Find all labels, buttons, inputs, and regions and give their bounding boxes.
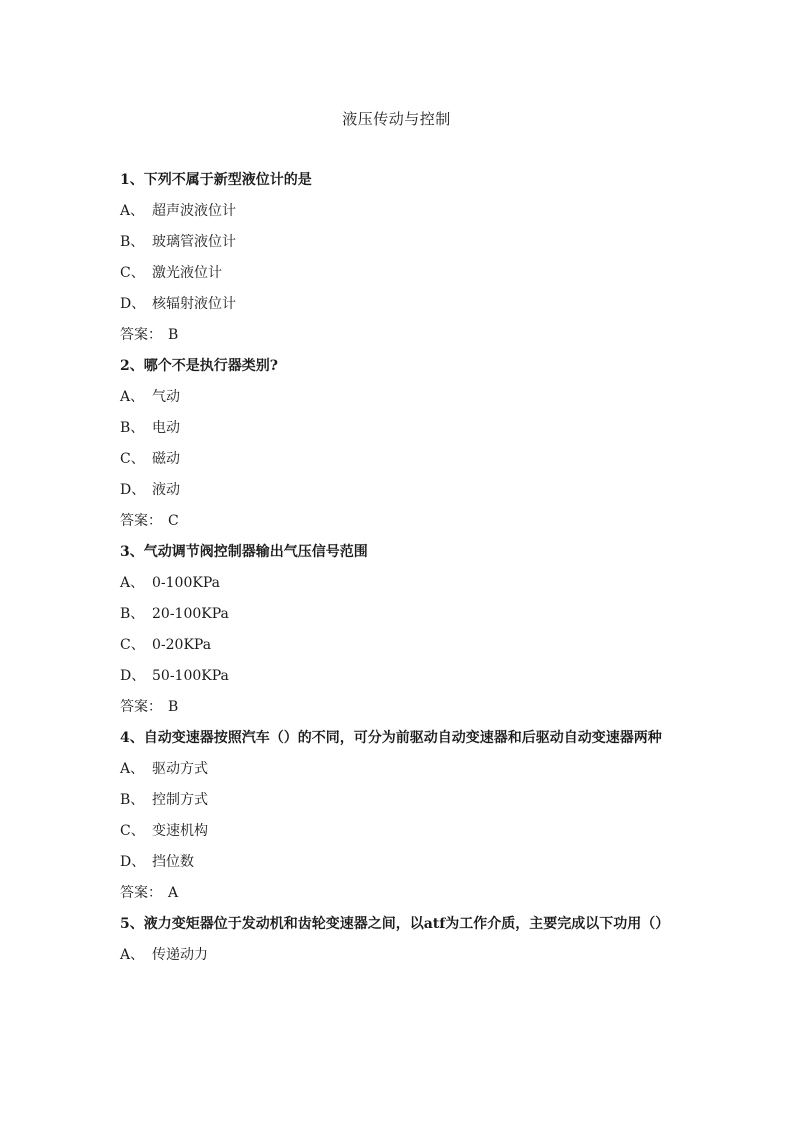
option-text: 挡位数 [152, 854, 194, 870]
option-text: 电动 [152, 420, 180, 436]
option-text: 驱动方式 [152, 761, 208, 777]
option-letter: A、 [120, 203, 145, 219]
option-text: 传递动力 [152, 947, 208, 963]
option-text: 变速机构 [152, 823, 208, 839]
answer-value: B [168, 327, 179, 343]
option-letter: C、 [120, 265, 145, 281]
option-letter: A、 [120, 389, 145, 405]
option-text: 磁动 [152, 451, 180, 467]
option-text: 控制方式 [152, 792, 208, 808]
option-a [120, 759, 680, 780]
question [120, 542, 680, 718]
option-letter: B、 [120, 606, 145, 622]
question-stem: 4、自动变速器按照汽车（）的不同，可分为前驱动自动变速器和后驱动自动变速器两种 [120, 730, 662, 746]
answer-label: 答案： [120, 885, 162, 901]
question [120, 914, 680, 966]
option-c [120, 635, 680, 656]
answer-value: C [168, 513, 179, 529]
option-letter: D、 [120, 854, 146, 870]
option-text: 50-100KPa [152, 668, 229, 684]
option-b [120, 418, 680, 439]
option-d [120, 480, 680, 501]
option-d [120, 294, 680, 315]
option-a [120, 573, 680, 594]
answer-label: 答案： [120, 699, 162, 715]
option-c [120, 821, 680, 842]
option-text: 液动 [152, 482, 180, 498]
question-stem: 3、气动调节阀控制器输出气压信号范围 [120, 544, 368, 560]
option-text: 核辐射液位计 [152, 296, 236, 312]
option-d [120, 666, 680, 687]
document-title: 液压传动与控制 [342, 110, 451, 128]
option-text: 玻璃管液位计 [152, 234, 236, 250]
question-list [120, 170, 680, 976]
option-text: 20-100KPa [152, 606, 229, 622]
option-letter: C、 [120, 823, 145, 839]
answer-label: 答案： [120, 513, 162, 529]
option-c [120, 263, 680, 284]
option-letter: C、 [120, 637, 145, 653]
answer-line [120, 697, 680, 718]
option-a [120, 945, 680, 966]
option-letter: A、 [120, 575, 145, 591]
option-a [120, 387, 680, 408]
option-text: 气动 [152, 389, 180, 405]
option-b [120, 604, 680, 625]
question-stem: 2、哪个不是执行器类别? [120, 358, 278, 374]
answer-line [120, 325, 680, 346]
option-c [120, 449, 680, 470]
option-a [120, 201, 680, 222]
option-letter: B、 [120, 234, 145, 250]
option-b [120, 790, 680, 811]
question [120, 170, 680, 346]
answer-label: 答案： [120, 327, 162, 343]
option-text: 0-100KPa [152, 575, 220, 591]
question-stem: 5、液力变矩器位于发动机和齿轮变速器之间，以atf为工作介质，主要完成以下功用（） [120, 916, 670, 932]
answer-value: B [168, 699, 179, 715]
option-letter: D、 [120, 482, 146, 498]
option-text: 0-20KPa [152, 637, 212, 653]
option-letter: B、 [120, 792, 145, 808]
question [120, 356, 680, 532]
option-d [120, 852, 680, 873]
option-text: 超声波液位计 [152, 203, 236, 219]
option-b [120, 232, 680, 253]
option-letter: B、 [120, 420, 145, 436]
option-letter: A、 [120, 947, 145, 963]
answer-line [120, 883, 680, 904]
answer-value: A [168, 885, 179, 901]
option-letter: D、 [120, 668, 146, 684]
option-letter: A、 [120, 761, 145, 777]
option-letter: C、 [120, 451, 145, 467]
option-text: 激光液位计 [152, 265, 222, 281]
option-letter: D、 [120, 296, 146, 312]
question [120, 728, 680, 904]
question-stem: 1、下列不属于新型液位计的是 [120, 172, 312, 188]
answer-line [120, 511, 680, 532]
